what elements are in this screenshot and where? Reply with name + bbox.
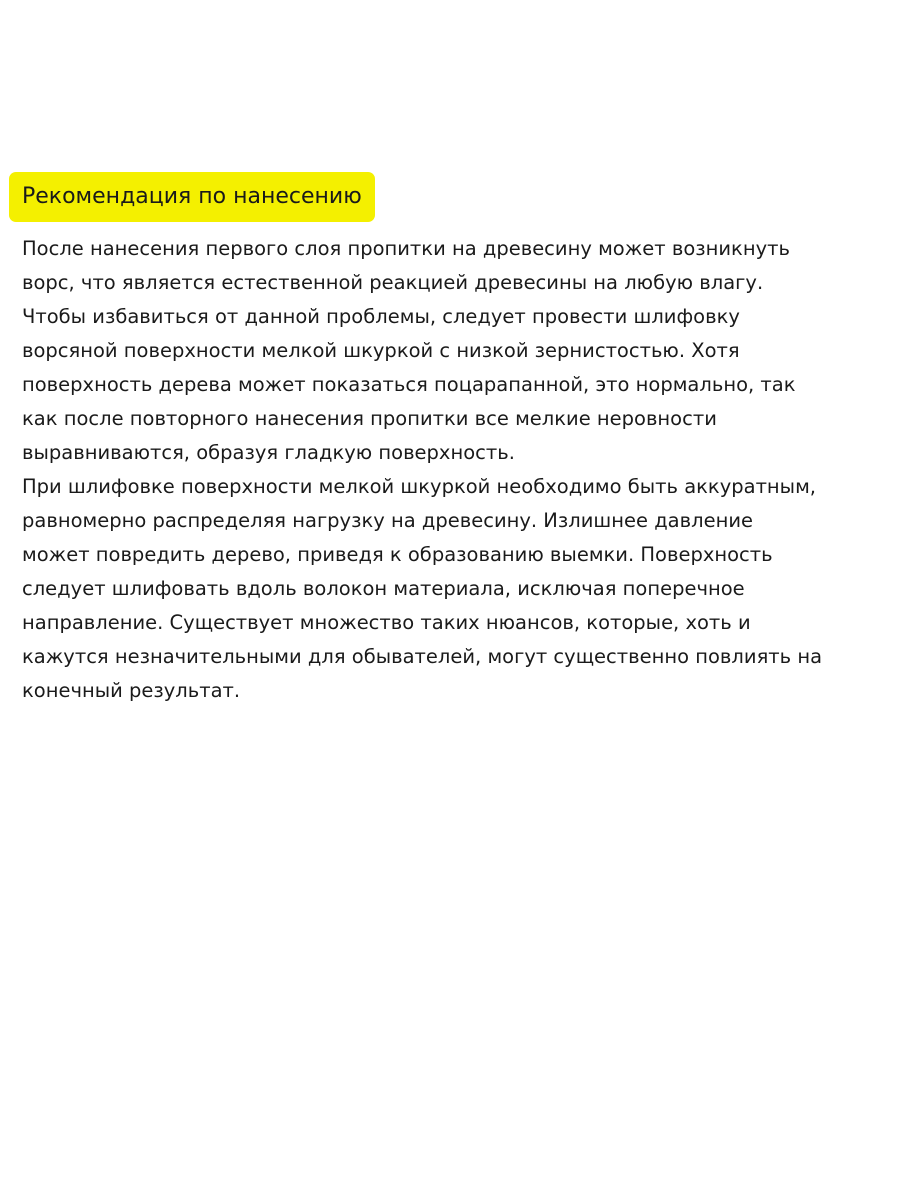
text-line: поверхность дерева может показаться поцарапанной, это нормально, так xyxy=(22,373,796,396)
text-line: следует шлифовать вдоль волокон материала, исключая поперечное xyxy=(22,577,745,600)
text-line: ворс, что является естественной реакцией древесины на любую влагу. xyxy=(22,271,764,294)
text-line: Чтобы избавиться от данной проблемы, следует провести шлифовку xyxy=(22,305,740,328)
text-line: При шлифовке поверхности мелкой шкуркой необходимо быть аккуратным, xyxy=(22,475,816,498)
text-line: выравниваются, образуя гладкую поверхность. xyxy=(22,441,515,464)
text-line: конечный результат. xyxy=(22,679,241,702)
text-line: может повредить дерево, приведя к образованию выемки. Поверхность xyxy=(22,543,773,566)
section-heading-badge xyxy=(9,172,375,222)
text-line: кажутся незначительными для обывателей, могут существенно повлиять на xyxy=(22,645,823,668)
text-line: равномерно распределяя нагрузку на древесину. Излишнее давление xyxy=(22,509,753,532)
text-line: как после повторного нанесения пропитки все мелкие неровности xyxy=(22,407,717,430)
body-text xyxy=(22,232,890,708)
text-line: направление. Существует множество таких нюансов, которые, хоть и xyxy=(22,611,751,634)
section-heading: Рекомендация по нанесению xyxy=(22,184,362,209)
text-line: ворсяной поверхности мелкой шкуркой с низкой зернистостью. Хотя xyxy=(22,339,740,362)
text-line: После нанесения первого слоя пропитки на древесину может возникнуть xyxy=(22,237,790,260)
